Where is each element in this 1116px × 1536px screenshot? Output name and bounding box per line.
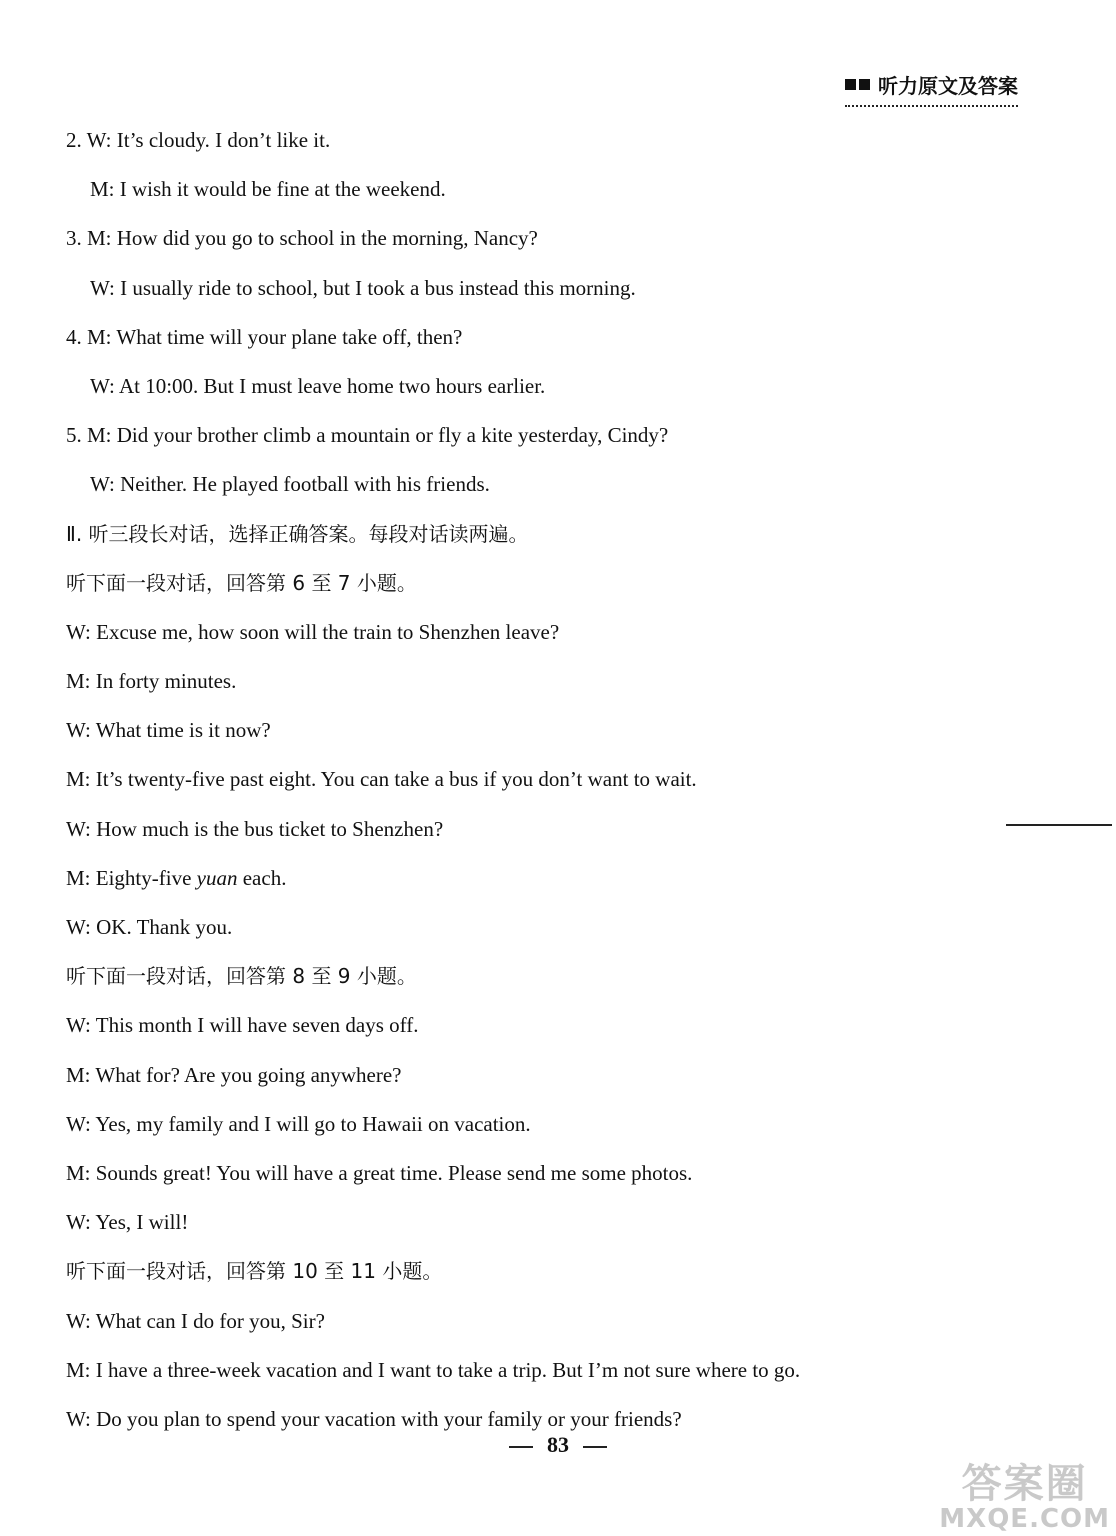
section-heading: Ⅱ. 听三段长对话，选择正确答案。每段对话读两遍。	[66, 521, 529, 546]
transcript-line: W: OK. Thank you.	[66, 915, 233, 939]
transcript-line: M: I wish it would be fine at the weekend.	[90, 177, 446, 202]
transcript-line: W: What can I do for you, Sir?	[66, 1308, 325, 1333]
transcript-line: M: I have a three-week vacation and I want to take a trip. But I’m not sure where to go.	[66, 1357, 801, 1382]
watermark-logo	[939, 1461, 1110, 1534]
header-squares-icon	[845, 79, 870, 90]
transcript-line: M: In forty minutes.	[66, 669, 237, 694]
transcript-line: W: How much is the bus ticket to Shenzhen?	[66, 816, 444, 841]
transcript-line: 3. M: How did you go to school in the morning, Nancy?	[66, 226, 538, 251]
transcript-line	[66, 854, 1026, 903]
line-text-post: each.	[237, 865, 287, 890]
transcript-content	[66, 116, 1026, 1444]
transcript-line: W: What time is it now?	[66, 718, 271, 743]
transcript-line: M: Sounds great! You will have a great time. Please send me some photos.	[66, 1160, 693, 1185]
line-text-pre: M: Eighty-five	[66, 865, 197, 890]
transcript-line: W: Yes, my family and I will go to Hawaii on vacation.	[66, 1111, 531, 1136]
dialogue-instruction: 听下面一段对话，回答第 10 至 11 小题。	[66, 1259, 443, 1284]
transcript-line: W: At 10:00. But I must leave home two hours earlier.	[90, 373, 546, 398]
page-number-text: 83	[547, 1432, 569, 1457]
transcript-line: W: Do you plan to spend your vacation with your family or your friends?	[66, 1406, 682, 1431]
line-text-italic: yuan	[196, 865, 238, 890]
dialogue-instruction: 听下面一段对话，回答第 8 至 9 小题。	[66, 964, 417, 989]
transcript-line: 2. W: It’s cloudy. I don’t like it.	[66, 128, 331, 152]
page-number-dash-right	[583, 1446, 607, 1448]
transcript-line: W: I usually ride to school, but I took a bus instead this morning.	[90, 275, 636, 300]
transcript-line: 4. M: What time will your plane take off, then?	[66, 324, 463, 349]
page-number	[0, 1432, 1116, 1458]
transcript-line: M: What for? Are you going anywhere?	[66, 1062, 402, 1087]
watermark-cn: 答案圈	[961, 1461, 1088, 1507]
page-header	[845, 70, 1018, 107]
transcript-line: 5. M: Did your brother climb a mountain or fly a kite yesterday, Cindy?	[66, 423, 669, 448]
dialogue-instruction: 听下面一段对话，回答第 6 至 7 小题。	[66, 570, 417, 595]
transcript-line: M: It’s twenty-five past eight. You can take a bus if you don’t want to wait.	[66, 767, 697, 792]
transcript-line: W: Yes, I will!	[66, 1210, 189, 1235]
transcript-line: W: Neither. He played football with his friends.	[90, 472, 490, 497]
watermark-en: MXQE.COM	[939, 1504, 1110, 1534]
page-number-dash-left	[509, 1446, 533, 1448]
transcript-line: W: This month I will have seven days off.	[66, 1013, 419, 1038]
transcript-line: W: Excuse me, how soon will the train to Shenzhen leave?	[66, 619, 560, 644]
header-title: 听力原文及答案	[878, 74, 1018, 98]
